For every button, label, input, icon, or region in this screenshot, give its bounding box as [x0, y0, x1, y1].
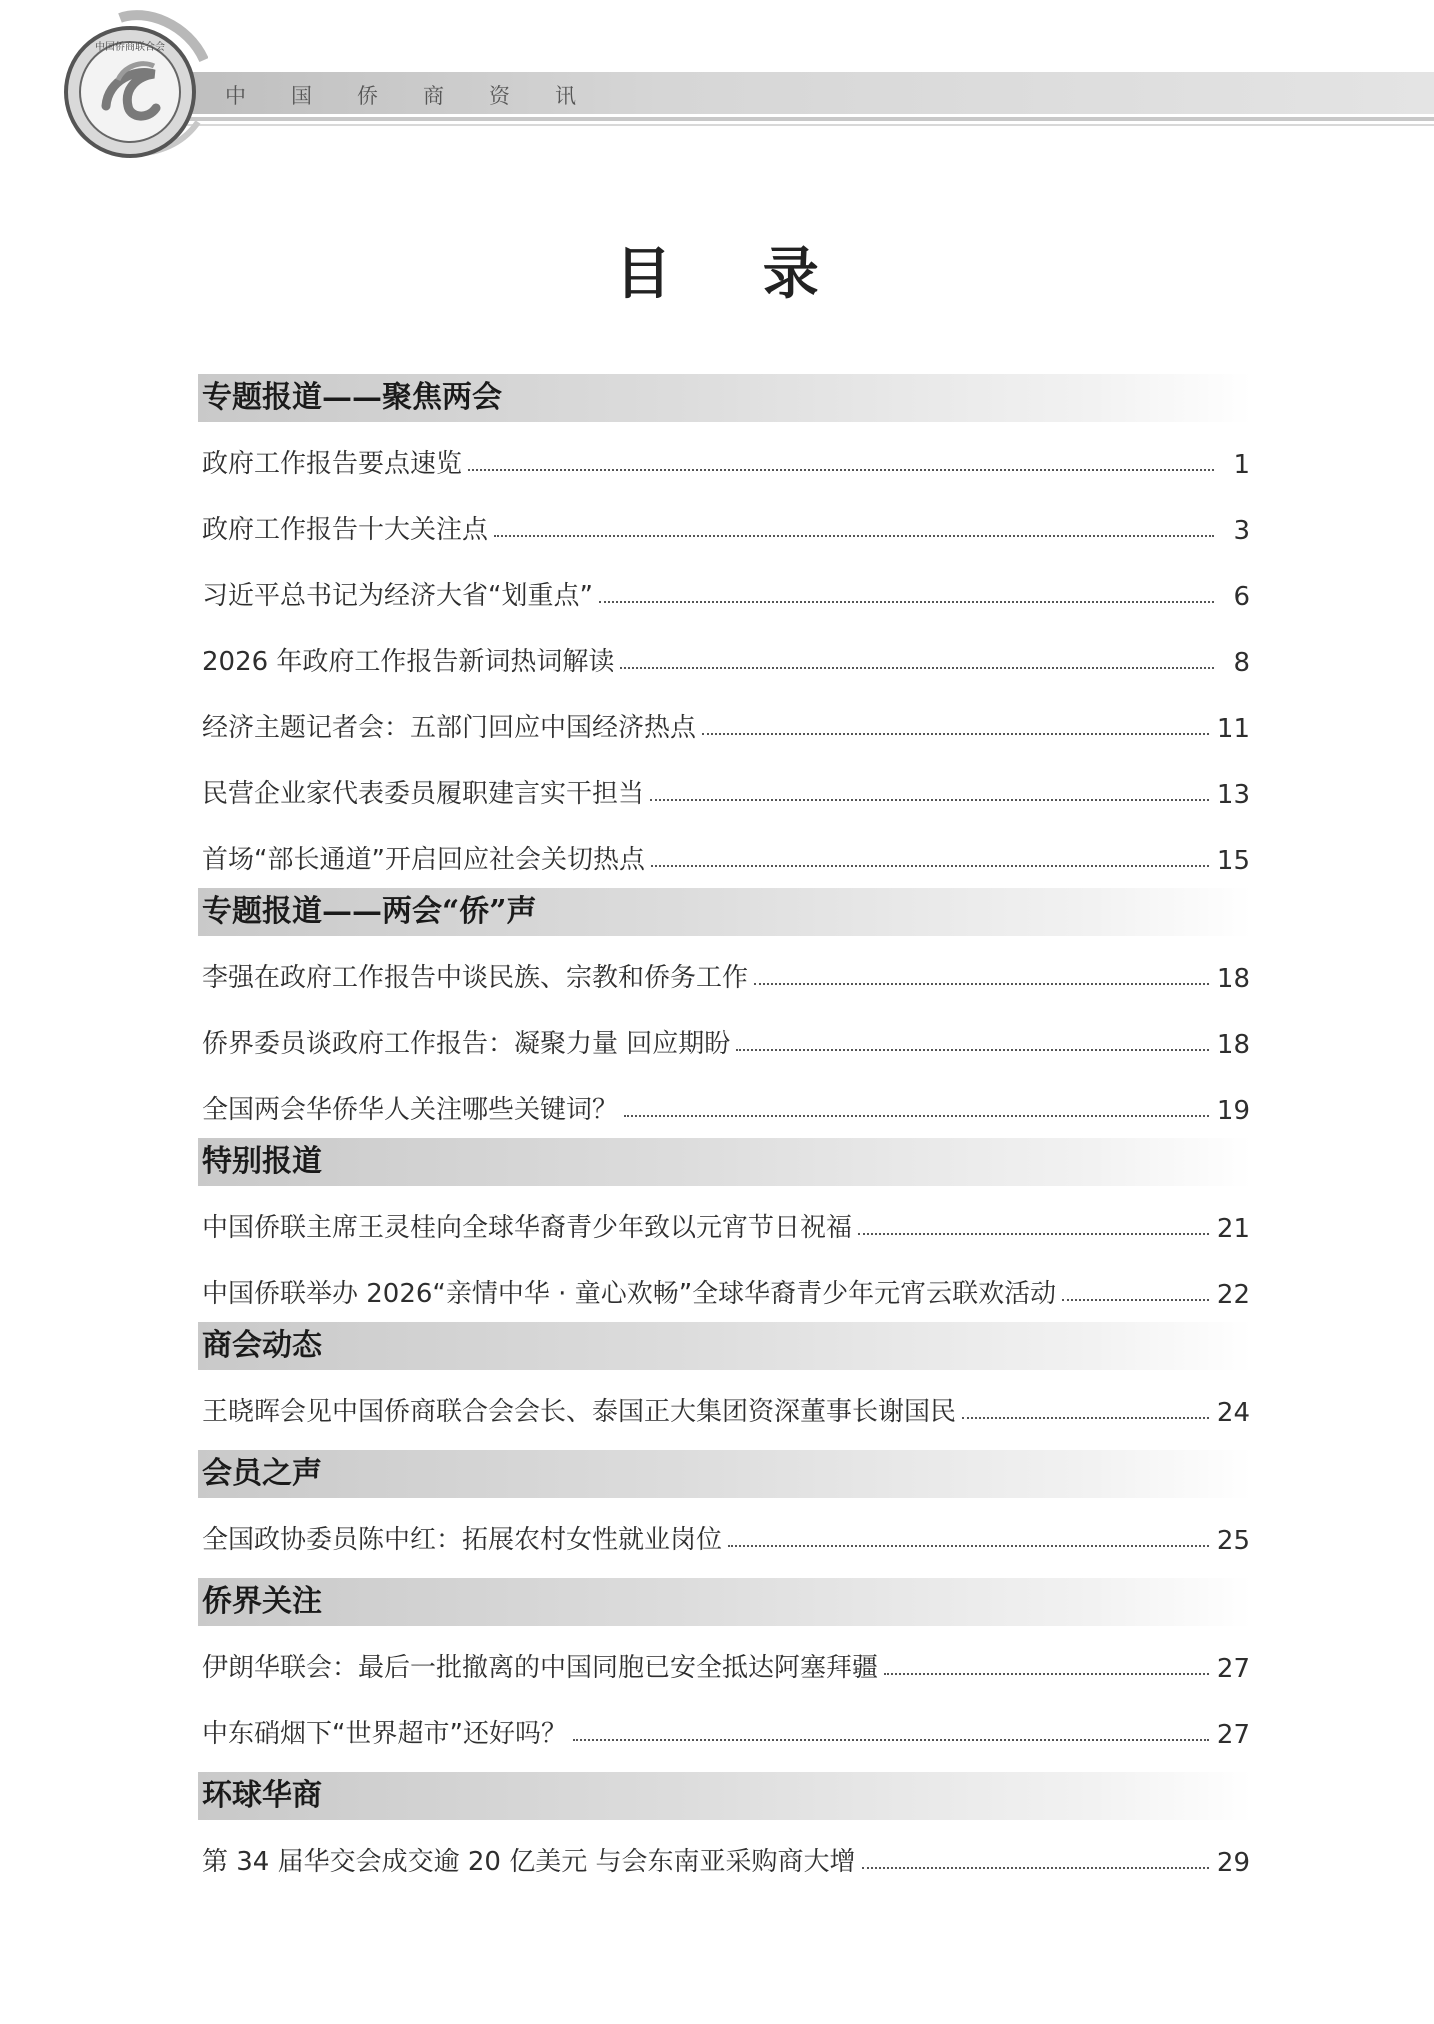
toc-section — [198, 1450, 1252, 1556]
entry-page: 15 — [1216, 846, 1250, 876]
entry-title: 2026 年政府工作报告新词热词解读 — [202, 647, 615, 677]
entry-title: 政府工作报告十大关注点 — [202, 515, 489, 545]
entry-page: 24 — [1216, 1398, 1250, 1428]
entry-title: 侨界委员谈政府工作报告：凝聚力量 回应期盼 — [202, 1029, 731, 1059]
logo-text: 中国侨商联合会 — [95, 42, 165, 53]
dot-leader — [858, 1233, 1209, 1235]
entry-page: 18 — [1216, 1030, 1250, 1060]
toc-entry[interactable] — [198, 422, 1252, 480]
dot-leader — [1062, 1299, 1209, 1301]
section-header: 商会动态 — [198, 1322, 1252, 1370]
toc-section — [198, 374, 1252, 876]
entry-page: 13 — [1216, 780, 1250, 810]
toc-entry[interactable] — [198, 936, 1252, 994]
toc-section — [198, 1578, 1252, 1750]
entry-page: 6 — [1233, 582, 1250, 612]
header-divider-thin — [150, 124, 1434, 126]
entry-title: 李强在政府工作报告中谈民族、宗教和侨务工作 — [202, 963, 749, 993]
section-header: 侨界关注 — [198, 1578, 1252, 1626]
page-title: 目 录 — [615, 242, 855, 307]
entry-title: 全国政协委员陈中红：拓展农村女性就业岗位 — [202, 1525, 723, 1555]
toc-section — [198, 888, 1252, 1126]
section-header: 会员之声 — [198, 1450, 1252, 1498]
entry-title: 政府工作报告要点速览 — [202, 449, 463, 479]
entry-page: 22 — [1216, 1280, 1250, 1310]
entry-page: 11 — [1216, 714, 1250, 744]
entry-page: 18 — [1216, 964, 1250, 994]
header-title: 中国侨商资讯 — [225, 84, 621, 108]
dot-leader — [728, 1545, 1209, 1547]
toc-entry[interactable] — [198, 612, 1252, 678]
entry-title: 民营企业家代表委员履职建言实干担当 — [202, 779, 645, 809]
entry-title: 全国两会华侨华人关注哪些关键词？ — [202, 1095, 619, 1125]
entry-title: 首场“部长通道”开启回应社会关切热点 — [202, 845, 645, 875]
dot-leader — [620, 667, 1214, 669]
toc-entry[interactable] — [198, 678, 1252, 744]
toc-section — [198, 1772, 1252, 1878]
dot-leader — [624, 1115, 1209, 1117]
entry-page: 19 — [1216, 1096, 1250, 1126]
toc-section — [198, 1322, 1252, 1428]
toc-entry[interactable] — [198, 1820, 1252, 1878]
entry-page: 27 — [1216, 1720, 1250, 1750]
entry-title: 中国侨联举办 2026“亲情中华 · 童心欢畅”全球华裔青少年元宵云联欢活动 — [202, 1279, 1057, 1309]
logo-icon — [58, 10, 208, 160]
toc-entry[interactable] — [198, 1060, 1252, 1126]
entry-title: 中东硝烟下“世界超市”还好吗？ — [202, 1719, 567, 1749]
toc-entry[interactable] — [198, 744, 1252, 810]
dot-leader — [754, 983, 1209, 985]
dot-leader — [962, 1417, 1209, 1419]
section-header: 环球华商 — [198, 1772, 1252, 1820]
entry-page: 29 — [1216, 1848, 1250, 1878]
entry-title: 第 34 届华交会成交逾 20 亿美元 与会东南亚采购商大增 — [202, 1847, 856, 1877]
toc-entry[interactable] — [198, 1498, 1252, 1556]
entry-page: 25 — [1216, 1526, 1250, 1556]
section-header: 专题报道——聚焦两会 — [198, 374, 1252, 422]
toc-entry[interactable] — [198, 480, 1252, 546]
section-header: 特别报道 — [198, 1138, 1252, 1186]
toc-entry[interactable] — [198, 1626, 1252, 1684]
toc-entry[interactable] — [198, 810, 1252, 876]
entry-page: 3 — [1233, 516, 1250, 546]
entry-page: 1 — [1233, 450, 1250, 480]
section-header: 专题报道——两会“侨”声 — [198, 888, 1252, 936]
dot-leader — [468, 469, 1214, 471]
dot-leader — [702, 733, 1209, 735]
dot-leader — [862, 1867, 1209, 1869]
entry-title: 伊朗华联会：最后一批撤离的中国同胞已安全抵达阿塞拜疆 — [202, 1653, 879, 1683]
dot-leader — [494, 535, 1214, 537]
dot-leader — [650, 799, 1209, 801]
toc-entry[interactable] — [198, 1186, 1252, 1244]
toc-section — [198, 1138, 1252, 1310]
entry-title: 经济主题记者会：五部门回应中国经济热点 — [202, 713, 697, 743]
toc-entry[interactable] — [198, 1244, 1252, 1310]
entry-title: 习近平总书记为经济大省“划重点” — [202, 581, 593, 611]
toc-entry[interactable] — [198, 994, 1252, 1060]
toc-entry[interactable] — [198, 1684, 1252, 1750]
toc-entry[interactable] — [198, 1370, 1252, 1428]
dot-leader — [884, 1673, 1209, 1675]
entry-page: 27 — [1216, 1654, 1250, 1684]
toc-entry[interactable] — [198, 546, 1252, 612]
dot-leader — [599, 601, 1214, 603]
dot-leader — [651, 865, 1209, 867]
dot-leader — [736, 1049, 1209, 1051]
table-of-contents — [198, 374, 1252, 1878]
entry-page: 21 — [1216, 1214, 1250, 1244]
entry-title: 中国侨联主席王灵桂向全球华裔青少年致以元宵节日祝福 — [202, 1213, 853, 1243]
entry-title: 王晓晖会见中国侨商联合会会长、泰国正大集团资深董事长谢国民 — [202, 1397, 957, 1427]
dot-leader — [573, 1739, 1209, 1741]
header-divider — [150, 117, 1434, 121]
entry-page: 8 — [1233, 648, 1250, 678]
